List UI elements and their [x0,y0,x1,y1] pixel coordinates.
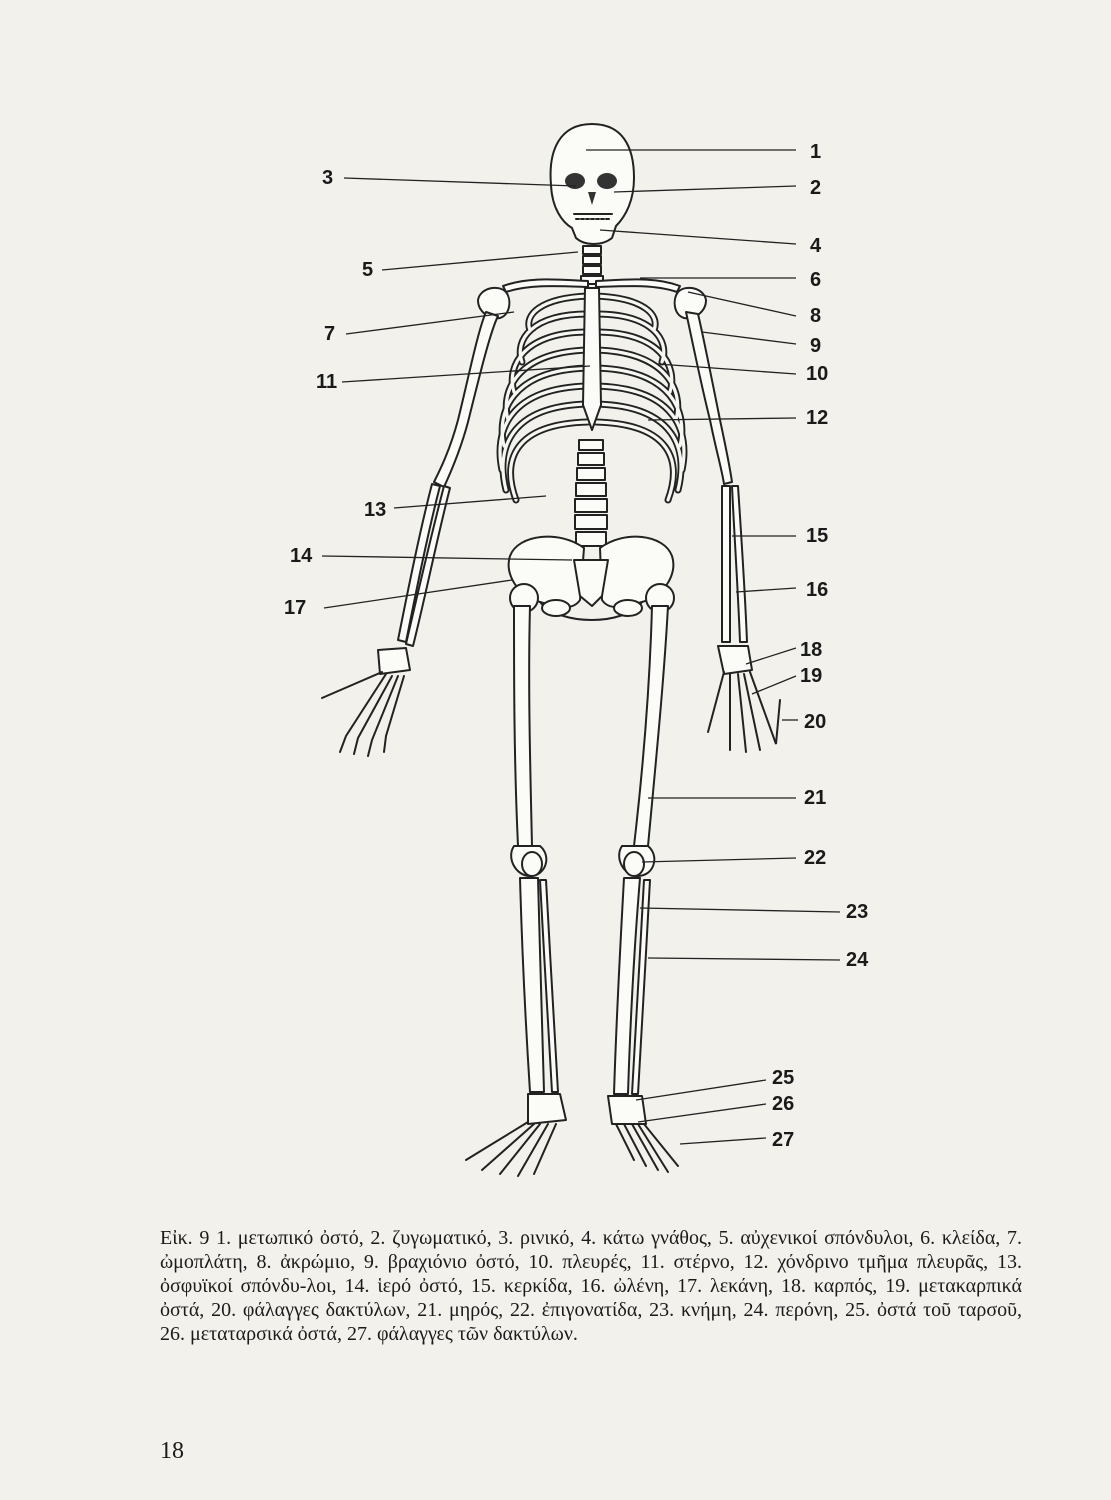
leader-line [746,648,796,664]
callout-27: 27 [772,1129,795,1151]
leader-line [658,364,796,374]
leader-line [680,1138,766,1144]
callout-6: 6 [810,269,822,291]
callout-24: 24 [846,949,869,971]
callout-26: 26 [772,1093,795,1115]
callout-18: 18 [800,639,823,661]
skull [551,124,634,244]
callout-17: 17 [284,597,307,619]
clavicle [596,279,680,292]
callout-12: 12 [806,407,829,429]
clavicle [503,279,588,292]
leader-line [394,496,546,508]
callout-5: 5 [362,259,374,281]
callout-1: 1 [810,141,822,163]
leader-line [614,186,796,192]
callout-23: 23 [846,901,869,923]
callout-8: 8 [810,305,822,327]
leg-right [608,584,678,1172]
leader-line [752,676,796,694]
leader-line [648,418,796,420]
callout-19: 19 [800,665,823,687]
callout-25: 25 [772,1067,795,1089]
callout-21: 21 [804,787,827,809]
callout-2: 2 [810,177,822,199]
leader-line [344,178,576,186]
arm-left [322,312,498,756]
callout-20: 20 [804,711,827,733]
leader-line [382,252,578,270]
callout-16: 16 [806,579,829,601]
figure-caption: Εἰκ. 9 1. μετωπικό ὀστό, 2. ζυγωματικό, 3. ρινικό, 4. κάτω γνάθος, 5. αὐχενικοί σπόνδυλοι, 6. κλείδα, 7. ὠμοπλάτη, 8. ἀκρώμιο, 9. βραχιόνιο ὀστό, 10. πλευρές, 11. στέρνο, 12. χόνδρινο τμῆμα πλευρᾶς, 13. ὀσφυϊκοί σπόνδυ-λοι, 14. ἱερό ὀστό, 15. κερκίδα, 16. ὠλένη, 17. λεκάνη, 18. καρπός, 19. μετακαρπικά ὀστά, 20. φάλαγγες δακτύλων, 21. μηρός, 22. ἐπιγονατίδα, 23. κνήμη, 24. περόνη, 25. ὀστά τοῦ ταρσοῦ, 26. μεταταρσικά ὀστά, 27. φάλαγγες τῶν δακτύλων. [160,1227,1022,1345]
callout-3: 3 [322,167,334,189]
skeleton-illustration [322,124,780,1176]
callout-15: 15 [806,525,829,547]
leader-line [640,908,840,912]
callout-9: 9 [810,335,822,357]
callout-7: 7 [324,323,336,345]
leader-line [600,230,796,244]
callout-11: 11 [316,371,338,393]
callout-4: 4 [810,235,822,257]
callout-numbers [284,141,869,1151]
callout-13: 13 [364,499,387,521]
callout-10: 10 [806,363,829,385]
leader-line [648,958,840,960]
leader-line [636,1080,766,1100]
leader-line [638,1104,766,1122]
callout-22: 22 [804,847,827,869]
callout-14: 14 [290,545,313,567]
arm-right [686,312,780,752]
leg-left [466,584,566,1176]
leader-line [702,332,796,344]
leader-line [642,858,796,862]
page-number: 18 [160,1438,184,1464]
